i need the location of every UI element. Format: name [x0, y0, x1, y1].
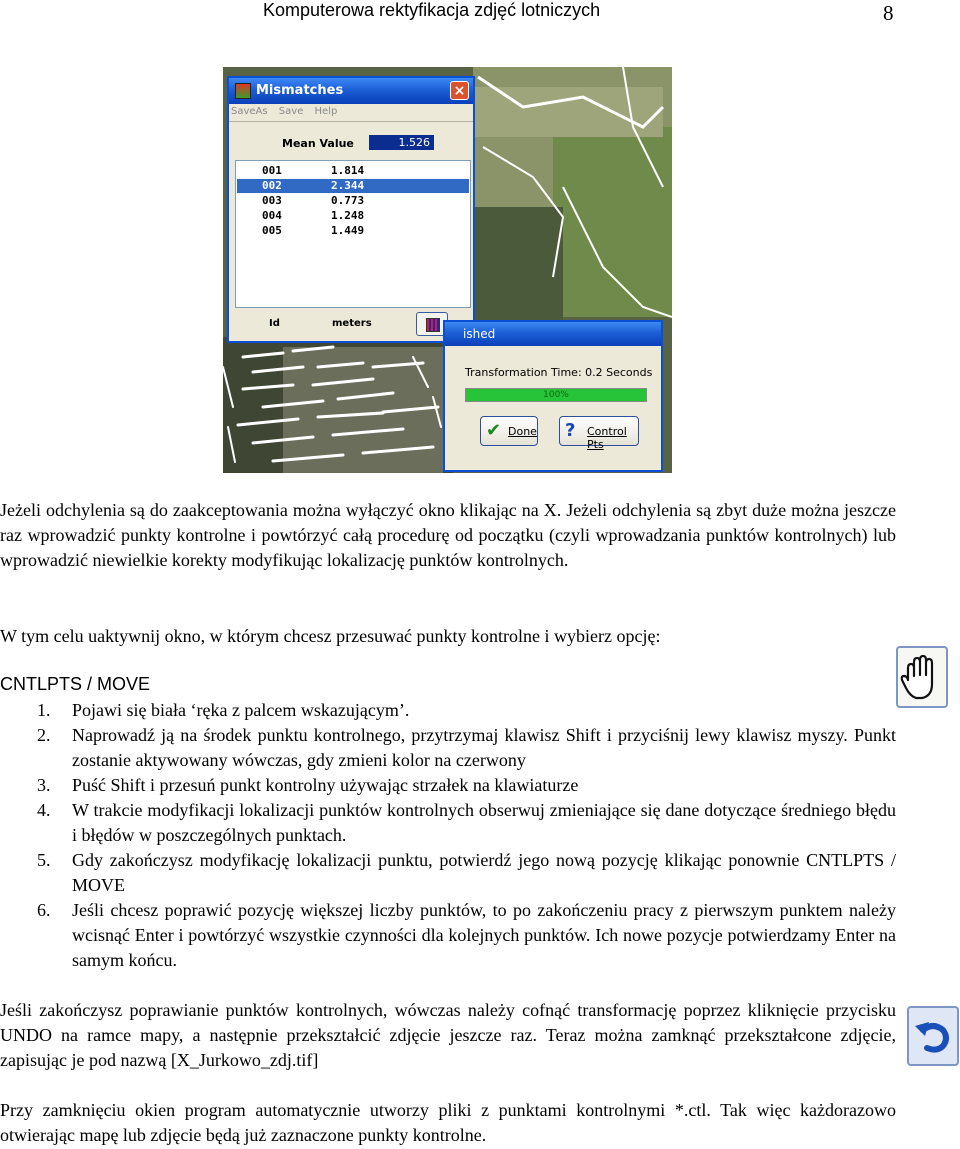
mean-value-field: 1.526 [369, 135, 434, 150]
question-icon: ? [565, 420, 576, 441]
close-icon[interactable]: × [450, 81, 469, 100]
mismatch-list[interactable] [235, 160, 471, 308]
menubar-divider [229, 121, 473, 122]
row-id: 002 [262, 179, 282, 192]
step-text: Jeśli chcesz poprawić pozycję większej liczby punktów, to po zakończeniu pracy z pierwszym punktem należy wcisnąć Enter i powtórzyć wszystkie czynności dla kolejnych punktów. Ich nowe pozycje potwierdzamy Enter na samym końcu. [72, 900, 896, 970]
undo-icon [907, 1006, 959, 1066]
list-item[interactable] [237, 164, 469, 178]
list-item[interactable] [237, 209, 469, 223]
app-icon [235, 83, 251, 99]
step-number: 6. [37, 900, 51, 920]
progress-bar [465, 388, 647, 402]
step-number: 3. [37, 775, 51, 795]
row-id: 005 [262, 224, 282, 237]
row-id: 001 [262, 164, 282, 177]
menu-item-saveas[interactable]: SaveAs [231, 106, 268, 117]
step-item [37, 798, 896, 848]
step-item [37, 898, 896, 973]
row-id: 003 [262, 194, 282, 207]
paragraph-deviation: Jeżeli odchylenia są do zaakceptowania można wyłączyć okno klikając na X. Jeżeli odchylenia są zbyt duże można jeszcze raz wprowadzić punkty kontrolne i powtórzyć całą procedurę od początku (czyli wprowadzania punktów kontrolnych) lub wprowadzić niewielkie korekty modyfikując lokalizację punktów kontrolnych. [0, 500, 896, 570]
hand-pointer-icon [896, 646, 948, 708]
row-value: 0.773 [331, 194, 365, 207]
step-text: Puść Shift i przesuń punkt kontrolny używając strzałek na klawiaturze [72, 775, 579, 795]
column-label-id: Id [269, 318, 280, 329]
chart-icon [426, 318, 440, 332]
mismatches-title-bar[interactable] [229, 78, 473, 104]
done-button-label: Done [508, 425, 537, 438]
row-value: 2.344 [331, 179, 365, 192]
control-pts-button-label: Control Pts [587, 425, 627, 451]
step-number: 5. [37, 850, 51, 870]
hand-glyph [898, 648, 946, 706]
undo-glyph [909, 1008, 957, 1064]
checkmark-icon: ✔ [486, 420, 502, 441]
list-item[interactable] [237, 194, 469, 208]
paragraph-activate-window: W tym celu uaktywnij okno, w którym chcesz przesuwać punkty kontrolne i wybierz opcję: [0, 626, 661, 646]
row-id: 004 [262, 209, 282, 222]
finished-title-bar[interactable] [445, 322, 661, 346]
command-heading: CNTLPTS / MOVE [0, 674, 151, 694]
header-title: Komputerowa rektyfikacja zdjęć lotniczych [263, 0, 601, 20]
step-item [37, 698, 896, 723]
step-text: W trakcie modyfikacji lokalizacji punktów kontrolnych obserwuj zmieniające się dane dotyczące średniego błędu i błędów w poszczególnych punktach. [72, 800, 896, 845]
step-text: Naprowadź ją na środek punktu kontrolnego, przytrzymaj klawisz Shift i przyciśnij lewy klawisz myszy. Punkt zostanie aktywowany wówczas, gdy zmieni kolor na czerwony [72, 725, 896, 770]
list-item-selected[interactable] [237, 179, 469, 193]
step-number: 2. [37, 725, 51, 745]
mismatches-title: Mismatches [256, 83, 344, 98]
step-text: Pojawi się biała ‘ręka z palcem wskazującym’. [72, 700, 410, 720]
row-value: 1.814 [331, 164, 365, 177]
step-item [37, 773, 896, 798]
step-number: 4. [37, 800, 51, 820]
step-item [37, 723, 896, 773]
step-item [37, 848, 896, 898]
page-number: 8 [883, 1, 894, 25]
done-button[interactable] [480, 416, 538, 446]
step-number: 1. [37, 700, 51, 720]
finished-dialog [443, 320, 663, 472]
row-value: 1.248 [331, 209, 365, 222]
list-item[interactable] [237, 224, 469, 238]
menu-item-help[interactable]: Help [314, 106, 338, 117]
transformation-time-label: Transformation Time: 0.2 Seconds [465, 366, 653, 379]
finished-title: ished [463, 327, 496, 341]
mismatches-menubar [231, 106, 345, 117]
row-value: 1.449 [331, 224, 365, 237]
progress-text: 100% [543, 390, 569, 400]
screenshot-figure [223, 67, 672, 473]
mean-value-label: Mean Value [282, 137, 354, 150]
mismatches-dialog [227, 76, 475, 343]
menu-item-save[interactable]: Save [278, 106, 304, 117]
step-text: Gdy zakończysz modyfikację lokalizacji punktu, potwierdź jego nową pozycję klikając ponownie CNTLPTS / MOVE [72, 850, 896, 895]
paragraph-undo: Jeśli zakończysz poprawianie punktów kontrolnych, wówczas należy cofnąć transformację poprzez kliknięcie przycisku UNDO na ramce mapy, a następnie przekształcić zdjęcie jeszcze raz. Teraz można zamknąć przekształcone zdjęcie, zapisując je pod nazwą [X_Jurkowo_zdj.tif] [0, 1000, 896, 1070]
control-pts-button[interactable] [559, 416, 639, 451]
paragraph-ctl-files: Przy zamknięciu okien program automatycznie utworzy pliki z punktami kontrolnymi *.ctl. Tak więc każdorazowo otwierając mapę lub zdjęcie będą już zaznaczone punkty kontrolne. [0, 1100, 896, 1145]
column-label-meters: meters [332, 318, 372, 329]
